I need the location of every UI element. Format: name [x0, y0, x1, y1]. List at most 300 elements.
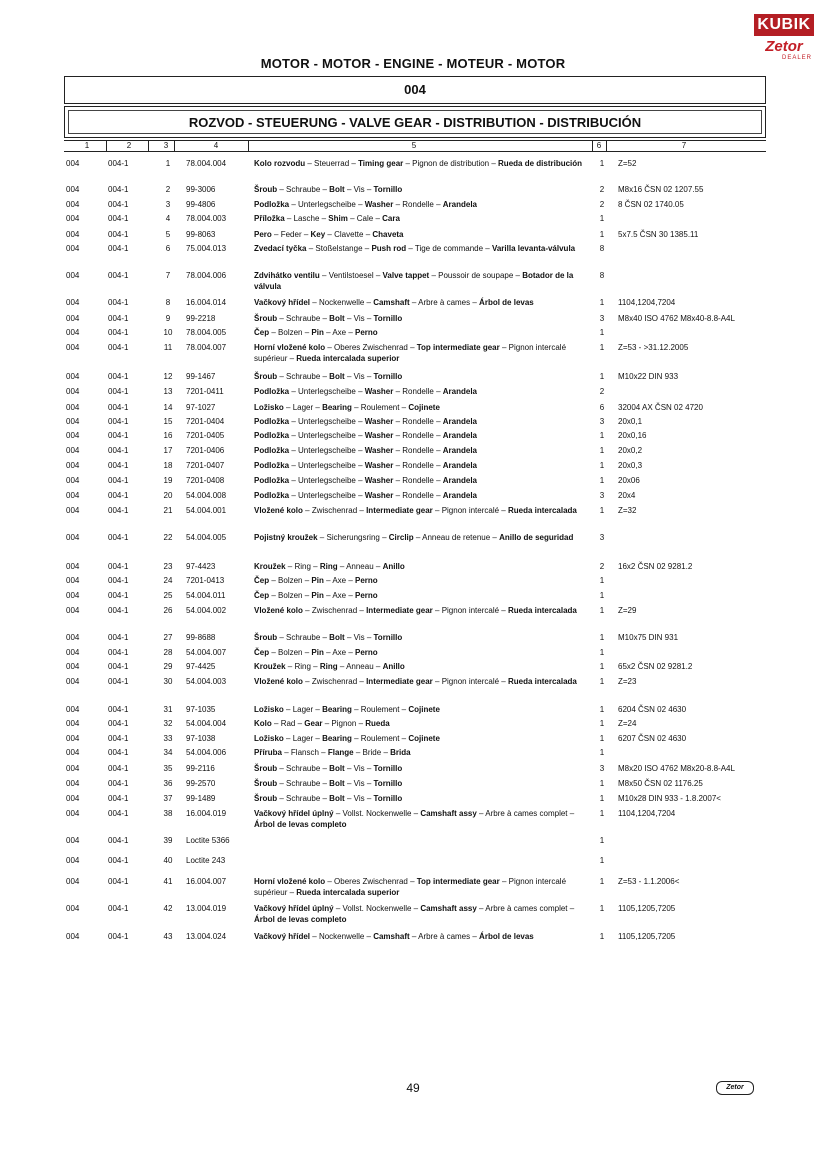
cell-quantity: 1: [599, 734, 605, 743]
description-en: Washer: [364, 491, 394, 500]
description-es: Cojinete: [408, 734, 440, 743]
cell-note: 20x0,2: [618, 446, 643, 455]
cell-note: Z=24: [618, 719, 637, 728]
description-de: Zwischenrad: [311, 677, 358, 686]
description-fr: Vis: [353, 779, 365, 788]
description-fr: Vis: [353, 764, 365, 773]
col-header-7: 7: [681, 141, 687, 150]
cell-position: 19: [163, 476, 173, 485]
description-en: Washer: [364, 476, 394, 485]
description-fr: Pignon intercalé supérieur: [254, 877, 567, 897]
description-cz: Podložka: [254, 446, 290, 455]
description-fr: Clavette: [334, 230, 364, 239]
description-de: Vollst. Nockenwelle: [342, 809, 412, 818]
cell-quantity: 1: [599, 719, 605, 728]
description-cz: Vačkový hřídel: [254, 298, 311, 307]
description-de: Schraube: [286, 764, 321, 773]
cell-note: Z=53 - 1.1.2006<: [618, 877, 680, 886]
description-es: Arandela: [442, 491, 477, 500]
description-fr: Roulement: [360, 734, 400, 743]
description-en: Ring: [319, 562, 338, 571]
description-de: Schraube: [286, 633, 321, 642]
cell-group: 004: [66, 662, 80, 671]
cell-quantity: 1: [599, 230, 605, 239]
cell-group: 004: [66, 387, 80, 396]
description-de: Nockenwelle: [318, 298, 365, 307]
cell-subgroup: 004-1: [108, 648, 129, 657]
description-es: Rueda intercalada superior: [296, 888, 400, 897]
cell-note: 20x0,1: [618, 417, 643, 426]
description-cz: Kroužek: [254, 662, 286, 671]
description-es: Rueda intercalada: [507, 506, 577, 515]
description-es: Arandela: [442, 200, 477, 209]
description-en: Camshaft assy: [420, 904, 477, 913]
cell-position: 25: [163, 591, 173, 600]
cell-position: 35: [163, 764, 173, 773]
cell-part-number: 7201-0408: [186, 476, 225, 485]
description-es: Árbol de levas completo: [254, 915, 347, 924]
cell-quantity: 3: [599, 417, 605, 426]
description-en: Pin: [311, 576, 324, 585]
description-de: Schraube: [286, 779, 321, 788]
cell-group: 004: [66, 748, 80, 757]
col-header-5: 5: [411, 141, 417, 150]
cell-group: 004: [66, 506, 80, 515]
cell-description: Podložka – Unterlegscheibe – Washer – Rondelle – Arandela: [254, 461, 477, 470]
cell-group: 004: [66, 734, 80, 743]
cell-position: 11: [163, 343, 173, 352]
cell-part-number: 16.004.019: [186, 809, 227, 818]
description-de: Unterlegscheibe: [298, 461, 356, 470]
cell-group: 004: [66, 185, 80, 194]
description-es: Cara: [382, 214, 400, 223]
description-es: Arandela: [442, 446, 477, 455]
cell-quantity: 1: [599, 809, 605, 818]
cell-quantity: 1: [599, 446, 605, 455]
description-cz: Čep: [254, 328, 270, 337]
cell-group: 004: [66, 719, 80, 728]
cell-subgroup: 004-1: [108, 904, 129, 913]
cell-description: Podložka – Unterlegscheibe – Washer – Rondelle – Arandela: [254, 417, 477, 426]
description-fr: Cale: [356, 214, 374, 223]
description-cz: Ložisko: [254, 734, 284, 743]
description-es: Rueda intercalada: [507, 606, 577, 615]
cell-group: 004: [66, 230, 80, 239]
description-es: Tornillo: [373, 372, 403, 381]
description-cz: Vložené kolo: [254, 677, 303, 686]
description-es: Rueda intercalada superior: [296, 354, 400, 363]
description-cz: Šroub: [254, 764, 278, 773]
cell-note: 6204 ČSN 02 4630: [618, 705, 687, 714]
cell-position: 12: [163, 372, 173, 381]
description-en: Shim: [328, 214, 348, 223]
cell-part-number: Loctite 5366: [186, 836, 230, 845]
cell-subgroup: 004-1: [108, 562, 129, 571]
cell-description: Horní vložené kolo – Oberes Zwischenrad – Top intermediate gear – Pignon intercalé supérieur – Rueda intercalada superior: [254, 877, 567, 897]
description-de: Schraube: [286, 372, 321, 381]
description-fr: Vis: [353, 633, 365, 642]
description-cz: Příruba: [254, 748, 283, 757]
col-header-3: 3: [163, 141, 169, 150]
cell-position: 3: [165, 200, 171, 209]
cell-part-number: Loctite 243: [186, 856, 226, 865]
cell-position: 16: [163, 431, 173, 440]
description-es: Tornillo: [373, 764, 403, 773]
description-de: Lasche: [293, 214, 320, 223]
cell-subgroup: 004-1: [108, 461, 129, 470]
description-de: Flansch: [290, 748, 319, 757]
cell-quantity: 1: [599, 461, 605, 470]
cell-note: 20x4: [618, 491, 636, 500]
cell-description: Zvedací tyčka – Stoßelstange – Push rod – Tige de commande – Varilla levanta-válvula: [254, 244, 576, 253]
cell-description: Pero – Feder – Key – Clavette – Chaveta: [254, 230, 404, 239]
description-de: Ring: [294, 562, 311, 571]
description-en: Top intermediate gear: [416, 877, 500, 886]
cell-description: Kroužek – Ring – Ring – Anneau – Anillo: [254, 562, 405, 571]
col-header-6: 6: [596, 141, 602, 150]
description-cz: Šroub: [254, 185, 278, 194]
description-fr: Bride: [362, 748, 382, 757]
cell-description: Šroub – Schraube – Bolt – Vis – Tornillo: [254, 185, 403, 194]
dealer-text: DEALER: [781, 55, 812, 61]
cell-group: 004: [66, 214, 80, 223]
cell-quantity: 3: [599, 491, 605, 500]
cell-part-number: 7201-0404: [186, 417, 225, 426]
description-fr: Rondelle: [402, 476, 434, 485]
description-es: Tornillo: [373, 794, 403, 803]
description-es: Tornillo: [373, 779, 403, 788]
cell-group: 004: [66, 417, 80, 426]
cell-part-number: 97-4423: [186, 562, 216, 571]
description-fr: Rondelle: [402, 446, 434, 455]
cell-group: 004: [66, 932, 80, 941]
cell-subgroup: 004-1: [108, 764, 129, 773]
cell-description: Podložka – Unterlegscheibe – Washer – Rondelle – Arandela: [254, 431, 477, 440]
cell-description: Příruba – Flansch – Flange – Bride – Brida: [254, 748, 411, 757]
cell-quantity: 1: [599, 372, 605, 381]
cell-note: M10x22 DIN 933: [618, 372, 679, 381]
description-de: Steuerrad: [314, 159, 350, 168]
cell-position: 38: [163, 809, 173, 818]
description-fr: Vis: [353, 794, 365, 803]
description-es: Rueda: [365, 719, 390, 728]
description-en: Valve tappet: [382, 271, 430, 280]
cell-description: Kolo – Rad – Gear – Pignon – Rueda: [254, 719, 390, 728]
cell-group: 004: [66, 461, 80, 470]
description-es: Rueda de distribución: [498, 159, 583, 168]
cell-group: 004: [66, 794, 80, 803]
description-en: Pin: [311, 328, 324, 337]
cell-position: 42: [163, 904, 173, 913]
description-cz: Zvedací tyčka: [254, 244, 307, 253]
description-es: Arandela: [442, 461, 477, 470]
description-en: Bolt: [329, 633, 345, 642]
cell-subgroup: 004-1: [108, 809, 129, 818]
cell-quantity: 1: [599, 343, 605, 352]
description-es: Perno: [355, 648, 378, 657]
cell-note: M8x40 ISO 4762 M8x40-8.8-A4L: [618, 314, 735, 323]
description-es: Arandela: [442, 476, 477, 485]
description-de: Unterlegscheibe: [298, 387, 356, 396]
cell-group: 004: [66, 372, 80, 381]
cell-quantity: 1: [599, 506, 605, 515]
cell-quantity: 1: [599, 836, 605, 845]
cell-note: 1104,1204,7204: [618, 298, 676, 307]
description-cz: Šroub: [254, 372, 278, 381]
cell-part-number: 54.004.005: [186, 533, 227, 542]
cell-position: 40: [163, 856, 173, 865]
description-fr: Pignon intercalé: [441, 677, 500, 686]
description-en: Flange: [327, 748, 354, 757]
cell-part-number: 99-1489: [186, 794, 216, 803]
cell-group: 004: [66, 648, 80, 657]
cell-position: 15: [163, 417, 173, 426]
description-de: Lager: [292, 734, 314, 743]
cell-part-number: 54.004.001: [186, 506, 227, 515]
cell-part-number: 7201-0405: [186, 431, 225, 440]
description-en: Intermediate gear: [366, 506, 433, 515]
cell-part-number: 54.004.008: [186, 491, 227, 500]
cell-position: 22: [163, 533, 173, 542]
cell-quantity: 1: [599, 431, 605, 440]
description-fr: Arbre à cames: [418, 932, 471, 941]
description-cz: Horní vložené kolo: [254, 343, 326, 352]
cell-subgroup: 004-1: [108, 705, 129, 714]
cell-subgroup: 004-1: [108, 431, 129, 440]
description-fr: Rondelle: [402, 491, 434, 500]
cell-part-number: 13.004.024: [186, 932, 227, 941]
description-en: Washer: [364, 461, 394, 470]
cell-position: 24: [163, 576, 173, 585]
cell-position: 29: [163, 662, 173, 671]
description-en: Bolt: [329, 794, 345, 803]
description-es: Tornillo: [373, 633, 403, 642]
cell-subgroup: 004-1: [108, 836, 129, 845]
cell-description: Vložené kolo – Zwischenrad – Intermediate gear – Pignon intercalé – Rueda intercalada: [254, 506, 577, 515]
cell-group: 004: [66, 904, 80, 913]
cell-note: M8x50 ČSN 02 1176.25: [618, 779, 703, 788]
description-fr: Pignon intercalé: [441, 606, 500, 615]
cell-quantity: 1: [599, 904, 605, 913]
cell-description: Ložisko – Lager – Bearing – Roulement – Cojinete: [254, 705, 440, 714]
description-cz: Zdvihátko ventilu: [254, 271, 320, 280]
cell-quantity: 3: [599, 533, 605, 542]
cell-part-number: 7201-0413: [186, 576, 225, 585]
description-es: Árbol de levas: [479, 298, 534, 307]
cell-description: Vačkový hřídel úplný – Vollst. Nockenwelle – Camshaft assy – Arbre à cames complet – Árbol de levas completo: [254, 904, 575, 924]
description-de: Unterlegscheibe: [298, 491, 356, 500]
table-header: [64, 140, 766, 152]
cell-group: 004: [66, 576, 80, 585]
description-de: Bolzen: [278, 648, 303, 657]
cell-position: 33: [163, 734, 173, 743]
cell-quantity: 1: [599, 606, 605, 615]
cell-subgroup: 004-1: [108, 877, 129, 886]
cell-group: 004: [66, 591, 80, 600]
description-es: Perno: [355, 576, 378, 585]
cell-description: Vačkový hřídel – Nockenwelle – Camshaft – Arbre à cames – Árbol de levas: [254, 298, 534, 307]
cell-note: 16x2 ČSN 02 9281.2: [618, 562, 693, 571]
cell-position: 41: [163, 877, 173, 886]
description-cz: Podložka: [254, 417, 290, 426]
cell-description: Podložka – Unterlegscheibe – Washer – Rondelle – Arandela: [254, 491, 477, 500]
description-cz: Podložka: [254, 200, 290, 209]
cell-position: 18: [163, 461, 173, 470]
description-es: Tornillo: [373, 314, 403, 323]
cell-note: 20x0,16: [618, 431, 647, 440]
cell-quantity: 8: [599, 244, 605, 253]
description-fr: Axe: [332, 591, 347, 600]
cell-position: 2: [165, 185, 171, 194]
cell-subgroup: 004-1: [108, 506, 129, 515]
description-de: Vollst. Nockenwelle: [342, 904, 412, 913]
description-en: Washer: [364, 417, 394, 426]
cell-note: Z=52: [618, 159, 637, 168]
cell-quantity: 1: [599, 633, 605, 642]
cell-quantity: 1: [599, 794, 605, 803]
cell-part-number: 99-1467: [186, 372, 216, 381]
cell-subgroup: 004-1: [108, 591, 129, 600]
cell-part-number: 54.004.003: [186, 677, 227, 686]
description-es: Cojinete: [408, 705, 440, 714]
cell-part-number: 16.004.014: [186, 298, 227, 307]
cell-group: 004: [66, 633, 80, 642]
cell-note: 5x7.5 ČSN 30 1385.11: [618, 230, 699, 239]
cell-subgroup: 004-1: [108, 298, 129, 307]
footer-zetor-logo: Zetor: [716, 1081, 754, 1095]
cell-group: 004: [66, 705, 80, 714]
description-cz: Pero: [254, 230, 272, 239]
description-fr: Anneau: [346, 662, 374, 671]
description-cz: Vačkový hřídel úplný: [254, 904, 334, 913]
cell-note: 1104,1204,7204: [618, 809, 676, 818]
cell-part-number: 78.004.004: [186, 159, 227, 168]
description-de: Schraube: [286, 794, 321, 803]
cell-part-number: 99-3006: [186, 185, 216, 194]
page-title: MOTOR - MOTOR - ENGINE - MOTEUR - MOTOR: [260, 56, 566, 71]
cell-part-number: 54.004.007: [186, 648, 227, 657]
description-cz: Příložka: [254, 214, 285, 223]
cell-part-number: 97-1027: [186, 403, 216, 412]
kubik-text: KUBIK: [757, 16, 811, 33]
cell-group: 004: [66, 533, 80, 542]
cell-part-number: 54.004.002: [186, 606, 227, 615]
cell-position: 30: [163, 677, 173, 686]
description-de: Unterlegscheibe: [298, 200, 356, 209]
description-en: Gear: [304, 719, 323, 728]
cell-subgroup: 004-1: [108, 491, 129, 500]
cell-group: 004: [66, 328, 80, 337]
description-fr: Axe: [332, 328, 347, 337]
cell-description: Vačkový hřídel – Nockenwelle – Camshaft – Arbre à cames – Árbol de levas: [254, 932, 534, 941]
cell-quantity: 8: [599, 271, 605, 280]
cell-quantity: 2: [599, 185, 605, 194]
zetor-wordmark: Zetor: [765, 38, 803, 55]
description-fr: Tige de commande: [414, 244, 484, 253]
cell-subgroup: 004-1: [108, 343, 129, 352]
description-en: Bolt: [329, 779, 345, 788]
description-en: Ring: [319, 662, 338, 671]
description-de: Feder: [280, 230, 302, 239]
cell-note: Z=53 - >31.12.2005: [618, 343, 689, 352]
cell-subgroup: 004-1: [108, 417, 129, 426]
description-en: Intermediate gear: [366, 677, 433, 686]
description-fr: Arbre à cames complet: [485, 809, 568, 818]
cell-subgroup: 004-1: [108, 476, 129, 485]
cell-quantity: 1: [599, 476, 605, 485]
cell-quantity: 1: [599, 159, 605, 168]
cell-quantity: 2: [599, 387, 605, 396]
cell-part-number: 99-8063: [186, 230, 216, 239]
cell-quantity: 1: [599, 591, 605, 600]
cell-note: 32004 AX ČSN 02 4720: [618, 403, 703, 412]
cell-quantity: 1: [599, 877, 605, 886]
cell-subgroup: 004-1: [108, 244, 129, 253]
description-en: Bolt: [329, 314, 345, 323]
cell-position: 10: [163, 328, 173, 337]
cell-position: 37: [163, 794, 173, 803]
description-cz: Šroub: [254, 794, 278, 803]
cell-group: 004: [66, 314, 80, 323]
description-en: Intermediate gear: [366, 606, 433, 615]
cell-subgroup: 004-1: [108, 932, 129, 941]
description-fr: Arbre à cames complet: [485, 904, 568, 913]
cell-note: Z=23: [618, 677, 637, 686]
cell-part-number: 78.004.007: [186, 343, 227, 352]
description-cz: Vačkový hřídel úplný: [254, 809, 334, 818]
cell-quantity: 1: [599, 648, 605, 657]
description-cz: Čep: [254, 648, 270, 657]
cell-part-number: 75.004.013: [186, 244, 227, 253]
cell-subgroup: 004-1: [108, 734, 129, 743]
cell-subgroup: 004-1: [108, 214, 129, 223]
description-de: Nockenwelle: [318, 932, 365, 941]
description-en: Bearing: [322, 403, 352, 412]
cell-note: 6207 ČSN 02 4630: [618, 734, 687, 743]
description-de: Lager: [292, 403, 314, 412]
cell-group: 004: [66, 476, 80, 485]
cell-part-number: 16.004.007: [186, 877, 227, 886]
cell-description: Podložka – Unterlegscheibe – Washer – Rondelle – Arandela: [254, 387, 477, 396]
description-fr: Poussoir de soupape: [438, 271, 514, 280]
description-fr: Pignon: [331, 719, 357, 728]
cell-description: Podložka – Unterlegscheibe – Washer – Rondelle – Arandela: [254, 200, 477, 209]
cell-position: 23: [163, 562, 173, 571]
cell-description: Vložené kolo – Zwischenrad – Intermediate gear – Pignon intercalé – Rueda intercalada: [254, 606, 577, 615]
cell-subgroup: 004-1: [108, 533, 129, 542]
cell-subgroup: 004-1: [108, 606, 129, 615]
description-fr: Arbre à cames: [418, 298, 471, 307]
col-header-4: 4: [213, 141, 219, 150]
cell-description: Ložisko – Lager – Bearing – Roulement – Cojinete: [254, 403, 440, 412]
description-de: Bolzen: [278, 328, 303, 337]
cell-quantity: 6: [599, 403, 605, 412]
cell-description: Vložené kolo – Zwischenrad – Intermediate gear – Pignon intercalé – Rueda intercalada: [254, 677, 577, 686]
cell-position: 8: [165, 298, 171, 307]
description-de: Bolzen: [278, 576, 303, 585]
description-cz: Vložené kolo: [254, 606, 303, 615]
cell-group: 004: [66, 403, 80, 412]
cell-position: 39: [163, 836, 173, 845]
cell-group: 004: [66, 244, 80, 253]
cell-quantity: 1: [599, 576, 605, 585]
page-number: 49: [406, 1081, 420, 1095]
cell-position: 36: [163, 779, 173, 788]
col-header-2: 2: [126, 141, 132, 150]
description-cz: Čep: [254, 576, 270, 585]
description-en: Bearing: [322, 734, 352, 743]
cell-note: 1105,1205,7205: [618, 932, 676, 941]
